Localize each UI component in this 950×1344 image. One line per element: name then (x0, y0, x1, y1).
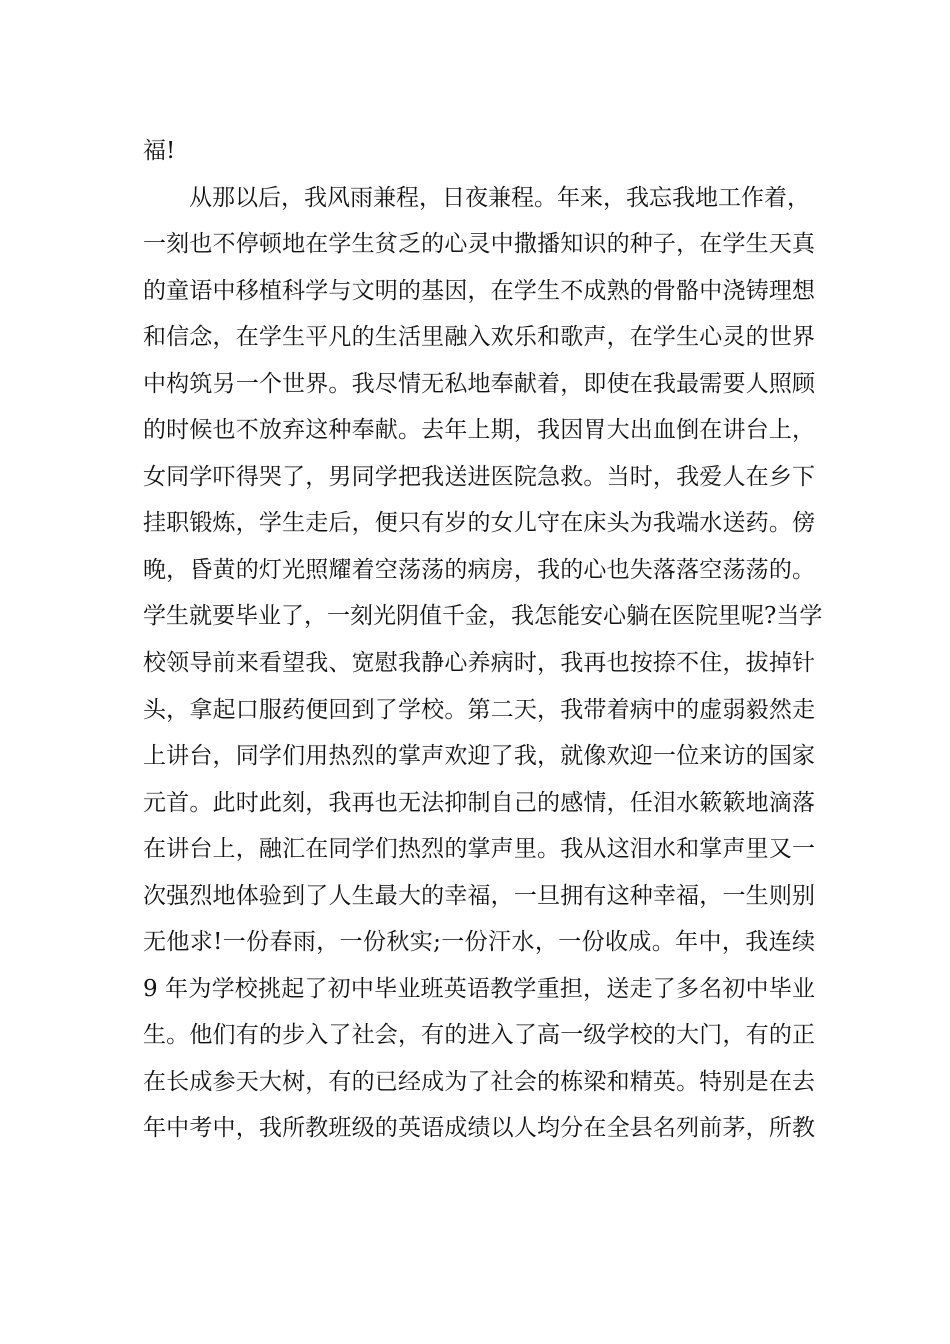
text-line: 年中考中，我所教班级的英语成绩以人均分在全县名列前茅，所教 (143, 1115, 815, 1142)
text-line: 头，拿起口服药便回到了学校。第二天，我带着病中的虚弱毅然走 (143, 696, 815, 723)
text-line: 次强烈地体验到了人生最大的幸福，一旦拥有这种幸福，一生则别 (143, 882, 815, 909)
text-line: 无他求!一份春雨，一份秋实;一份汗水，一份收成。年中，我连续 (143, 929, 815, 956)
text-line: 学生就要毕业了，一刻光阴值千金，我怎能安心躺在医院里呢?当学 (143, 603, 823, 630)
text-line: 的时候也不放弃这种奉献。去年上期，我因胃大出血倒在讲台上， (143, 417, 815, 444)
text-line: 校领导前来看望我、宽慰我静心养病时，我再也按捺不住，拔掉针 (143, 650, 815, 677)
text-line: 晚，昏黄的灯光照耀着空荡荡的病房，我的心也失落落空荡荡的。 (143, 556, 815, 583)
text-line: 上讲台，同学们用热烈的掌声欢迎了我，就像欢迎一位来访的国家 (143, 743, 815, 770)
text-line: 挂职锻炼，学生走后，便只有岁的女儿守在床头为我端水送药。傍 (143, 510, 815, 537)
text-line: 福! (143, 138, 176, 164)
text-line: 和信念，在学生平凡的生活里融入欢乐和歌声，在学生心灵的世界 (143, 324, 815, 351)
text-line: 在长成参天大树，有的已经成为了社会的栋梁和精英。特别是在去 (143, 1068, 815, 1095)
paragraph-first-line: 从那以后，我风雨兼程，日夜兼程。年来，我忘我地工作着， (189, 184, 810, 211)
text-line: 女同学吓得哭了，男同学把我送进医院急救。当时，我爱人在乡下 (143, 463, 815, 490)
text-line: 生。他们有的步入了社会，有的进入了高一级学校的大门，有的正 (143, 1022, 815, 1049)
body-text (143, 128, 823, 1152)
text-line: 中构筑另一个世界。我尽情无私地奉献着，即使在我最需要人照顾 (143, 370, 815, 397)
text-line: 一刻也不停顿地在学生贫乏的心灵中撒播知识的种子，在学生天真 (143, 231, 815, 258)
text-line: 的童语中移植科学与文明的基因，在学生不成熟的骨骼中浇铸理想 (143, 277, 815, 304)
text-line: 元首。此时此刻，我再也无法抑制自己的感情，任泪水簌簌地滴落 (143, 789, 815, 816)
text-line: 9 年为学校挑起了初中毕业班英语教学重担，送走了多名初中毕业 (143, 975, 815, 1002)
text-line: 在讲台上，融汇在同学们热烈的掌声里。我从这泪水和掌声里又一 (143, 836, 815, 863)
